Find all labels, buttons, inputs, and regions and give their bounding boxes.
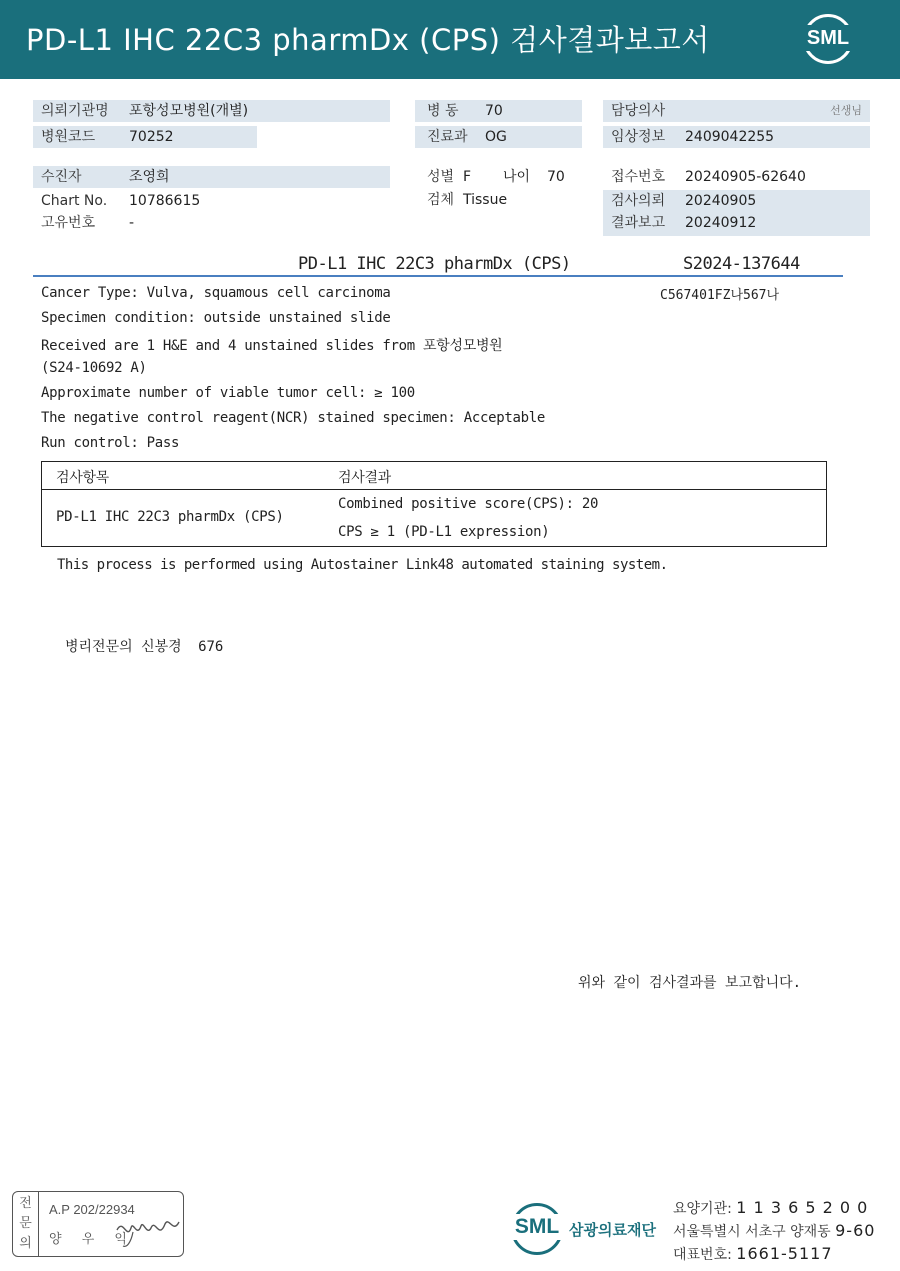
footer-sml-logo: SML	[506, 1214, 568, 1240]
barcode-id: C567401FZ나567나	[660, 288, 780, 303]
viable-tumor-line: Approximate number of viable tumor cell: ≥ 100	[41, 385, 415, 401]
run-control-line: Run control: Pass	[41, 435, 180, 451]
doctor-field	[603, 100, 870, 122]
request-date-label: 검사의뢰	[611, 193, 666, 209]
footer-phone: 대표번호: 1661-5117	[673, 1244, 833, 1263]
hospital-code-label: 병원코드	[41, 129, 96, 145]
slide-id-line: (S24-10692 A)	[41, 360, 147, 376]
doctor-label: 담당의사	[611, 103, 666, 119]
ncr-line: The negative control reagent(NCR) stained specimen: Acceptable	[41, 410, 545, 426]
chart-no-label: Chart No.	[41, 193, 108, 209]
specialist-stamp	[12, 1191, 184, 1257]
hospital-code-field	[33, 126, 257, 148]
received-line: Received are 1 H&E and 4 unstained slides from 포항성모병원	[41, 338, 503, 354]
pathologist-signature-line	[65, 636, 223, 656]
table-header-item: 검사항목	[56, 470, 109, 486]
table-header-divider	[42, 489, 826, 490]
institution-label: 의뢰기관명	[41, 103, 109, 119]
cps-expression-cell: CPS ≥ 1 (PD-L1 expression)	[338, 524, 550, 540]
patient-field	[33, 166, 390, 188]
report-header	[0, 0, 900, 79]
patient-label: 수진자	[41, 169, 82, 185]
footer-org-name: 삼광의료재단	[569, 1221, 656, 1239]
sex-age-field	[415, 166, 585, 188]
specimen-field	[415, 189, 585, 211]
report-date-label: 결과보고	[611, 215, 666, 231]
handwritten-signature	[113, 1210, 183, 1250]
department-value: OG	[485, 129, 507, 145]
table-header-result: 검사결과	[338, 470, 391, 486]
clinical-info-label: 임상정보	[611, 129, 666, 145]
pathologist-license: 676	[198, 639, 224, 655]
clinical-info-field	[603, 126, 870, 148]
request-date-field	[603, 190, 870, 212]
ward-label: 병 동	[427, 103, 459, 119]
report-header-title: PD-L1 IHC 22C3 pharmDx (CPS) 검사결과보고서	[26, 23, 710, 57]
stamp-name: 양 우 익	[49, 1232, 135, 1247]
cps-score-cell: Combined positive score(CPS): 20	[338, 496, 599, 512]
chart-no-field	[33, 190, 390, 212]
unique-no-field	[33, 212, 390, 234]
result-table	[41, 461, 827, 547]
ward-value: 70	[485, 103, 503, 119]
clinical-info-value: 2409042255	[685, 129, 775, 145]
process-note: This process is performed using Autostainer Link48 automated staining system.	[57, 557, 668, 573]
stamp-side-label: 전 문 의	[13, 1192, 39, 1256]
hospital-code-value: 70252	[129, 129, 174, 145]
title-rule	[33, 275, 843, 277]
pathologist-name: 신봉경	[141, 639, 182, 655]
receipt-no-field	[603, 166, 870, 188]
department-field	[415, 126, 582, 148]
age-value: 70	[547, 169, 565, 185]
doctor-suffix: 선생님	[830, 104, 862, 117]
specimen-condition-line: Specimen condition: outside unstained slide	[41, 310, 391, 326]
receipt-no-value: 20240905-62640	[685, 169, 806, 185]
footer-address: 서울특별시 서초구 양재동 9-60	[673, 1221, 876, 1240]
report-id: S2024-137644	[683, 254, 800, 274]
sex-label: 성별	[427, 169, 455, 185]
specimen-label: 검체	[427, 192, 455, 208]
table-item-cell: PD-L1 IHC 22C3 pharmDx (CPS)	[56, 509, 284, 525]
sml-logo: SML	[803, 25, 853, 51]
report-date-value: 20240912	[685, 215, 757, 231]
institution-value: 포항성모병원(개별)	[129, 103, 249, 119]
patient-value: 조영희	[129, 169, 170, 185]
unique-no-value: -	[129, 215, 135, 231]
request-date-value: 20240905	[685, 193, 757, 209]
report-title: PD-L1 IHC 22C3 pharmDx (CPS)	[298, 254, 571, 274]
department-label: 진료과	[427, 129, 468, 145]
stamp-ap-number: A.P 202/22934	[49, 1202, 135, 1217]
receipt-no-label: 접수번호	[611, 169, 666, 185]
specimen-value: Tissue	[463, 192, 508, 208]
unique-no-label: 고유번호	[41, 215, 96, 231]
footer-institution-no: 요양기관: 1 1 3 6 5 2 0 0	[673, 1198, 869, 1217]
cancer-type-line: Cancer Type: Vulva, squamous cell carcinoma	[41, 285, 391, 301]
report-date-field	[603, 212, 870, 236]
ward-field	[415, 100, 582, 122]
closing-statement: 위와 같이 검사결과를 보고합니다.	[578, 975, 802, 991]
chart-no-value: 10786615	[129, 193, 201, 209]
pathologist-title: 병리전문의	[65, 639, 133, 655]
age-label: 나이	[503, 169, 531, 185]
institution-field	[33, 100, 390, 122]
sex-value: F	[463, 169, 472, 185]
